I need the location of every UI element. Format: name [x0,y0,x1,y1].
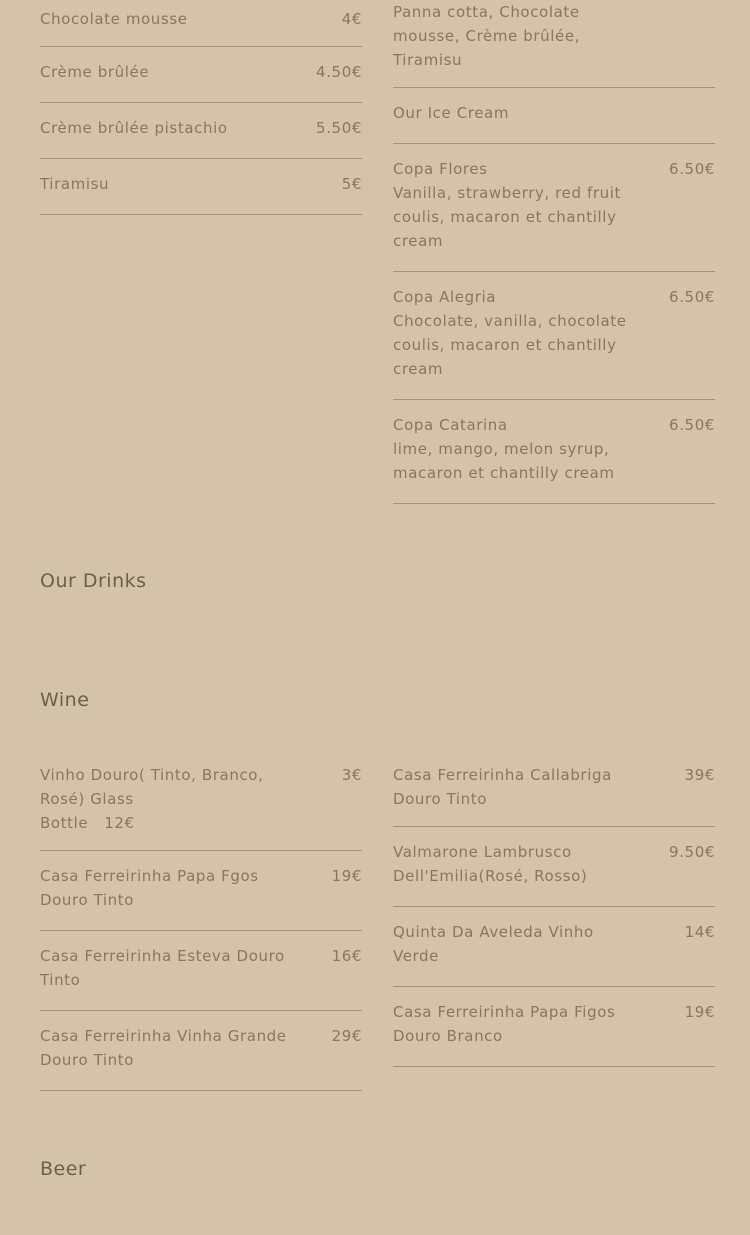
item-name: Tiramisu [40,175,110,193]
beer-heading: Beer [40,1158,87,1180]
item-price: 6.50€ [669,416,715,434]
item-name: Casa Ferreirinha Vinha Grande Douro Tinto [40,1027,287,1069]
item-desc: Chocolate, vanilla, chocolate coulis, macaron et chantilly cream [393,312,627,378]
item-price: 29€ [331,1027,362,1045]
menu-item [40,159,362,215]
menu-item-desc [393,0,715,88]
menu-item [393,987,715,1067]
bottle-label: Bottle [40,814,89,832]
item-name: Quinta Da Aveleda Vinho Verde [393,923,594,965]
bottle-price: 12€ [104,814,135,832]
item-text [393,285,638,381]
bottle-line [40,811,280,835]
item-price: 19€ [331,867,362,885]
menu-item [40,47,362,103]
menu-item [393,763,715,827]
item-name: Crème brûlée pistachio [40,119,228,137]
item-name: Valmarone Lambrusco Dell'Emilia(Rosé, Rosso) [393,843,588,885]
wine-list-left [40,763,362,1091]
item-name: Casa Ferreirinha Papa Figos Douro Branco [393,1003,616,1045]
item-name: Chocolate mousse [40,10,188,28]
item-price: 5.50€ [316,119,362,137]
item-price: 3€ [341,766,362,784]
item-name: Casa Ferreirinha Esteva Douro Tinto [40,947,285,989]
menu-item [40,7,362,47]
wine-heading: Wine [40,689,90,711]
menu-item [40,1011,362,1091]
item-price: 6.50€ [669,288,715,306]
item-desc: Vanilla, strawberry, red fruit coulis, macaron et chantilly cream [393,184,621,250]
desserts-list-left [40,7,362,215]
item-name: Vinho Douro( Tinto, Branco, Rosé) Glass [40,766,264,808]
item-price: 16€ [331,947,362,965]
desc-line: mousse, Crème brûlée, [393,27,581,45]
desc-line: Tiramisu [393,51,463,69]
ice-cream-heading: Our Ice Cream [393,104,510,122]
ice-cream-list [393,0,715,504]
item-text [393,413,638,485]
item-text [393,157,638,253]
item-price: 4€ [341,10,362,28]
item-name: Crème brûlée [40,63,150,81]
menu-item [40,103,362,159]
item-price: 39€ [684,766,715,784]
item-price: 6.50€ [669,160,715,178]
item-desc: lime, mango, melon syrup, macaron et chantilly cream [393,440,615,482]
item-name: Copa Flores [393,160,488,178]
menu-item [393,907,715,987]
item-price: 14€ [684,923,715,941]
wine-list-right [393,763,715,1067]
menu-item [393,827,715,907]
item-name: Copa Alegria [393,288,497,306]
item-price: 19€ [684,1003,715,1021]
item-name: Copa Catarina [393,416,508,434]
desc-line: Panna cotta, Chocolate [393,3,580,21]
drinks-heading: Our Drinks [40,570,147,592]
item-text [40,763,280,835]
menu-item [393,144,715,272]
menu-item [393,272,715,400]
menu-item [40,851,362,931]
item-price: 9.50€ [669,843,715,861]
item-price: 5€ [341,175,362,193]
section-label-ice-cream [393,88,715,144]
item-name: Casa Ferreirinha Papa Fgos Douro Tinto [40,867,259,909]
item-price: 4.50€ [316,63,362,81]
menu-item [40,763,362,851]
item-name: Casa Ferreirinha Callabriga Douro Tinto [393,766,612,808]
menu-item [40,931,362,1011]
menu-item [393,400,715,504]
